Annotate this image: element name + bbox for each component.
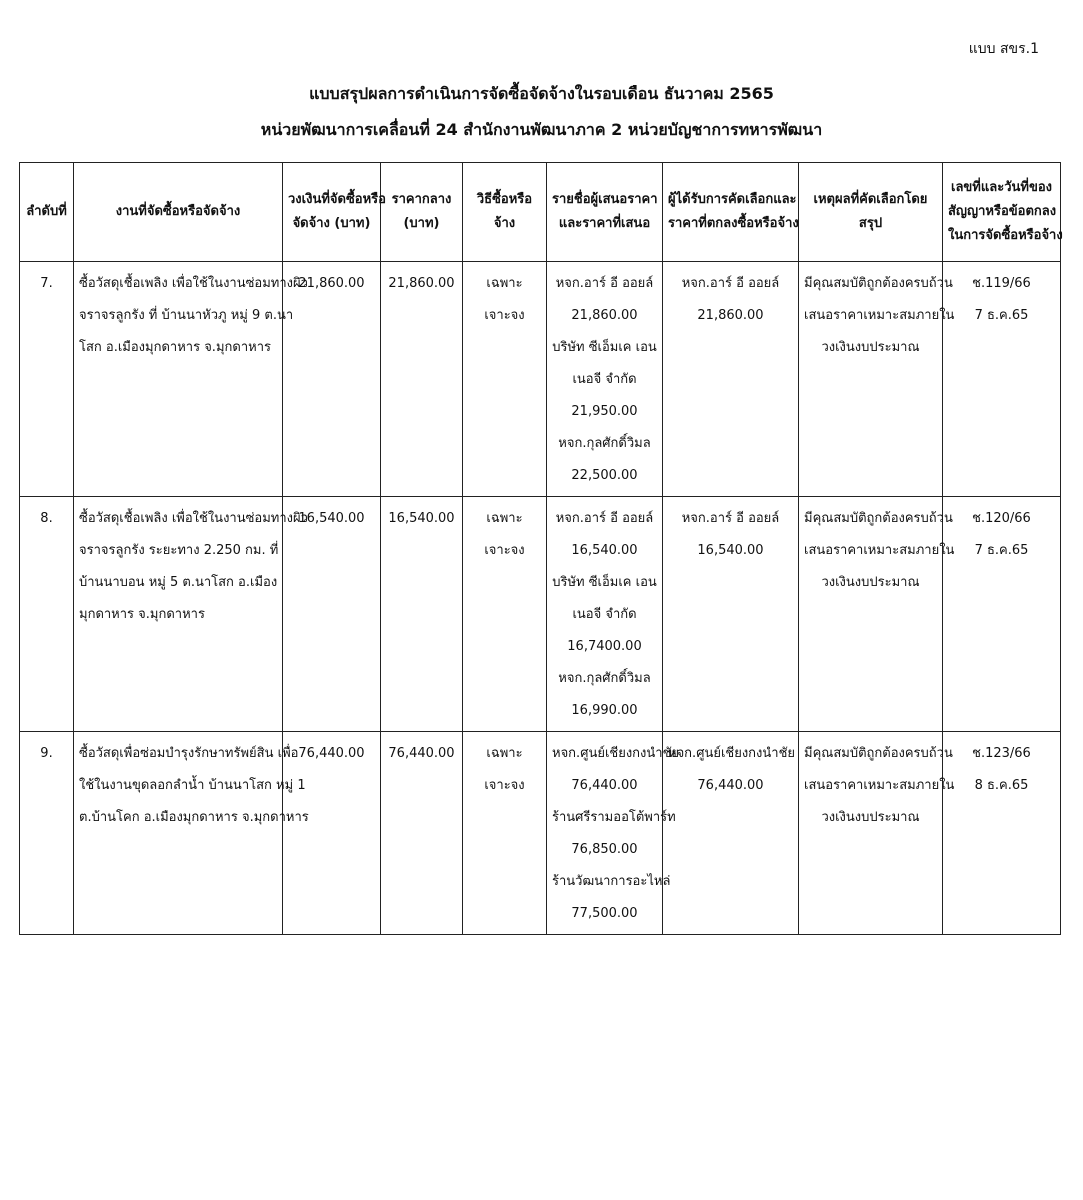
bidder-line: หจก.กุลศักดิ์วิมล [558,671,651,686]
cell-reason [799,497,955,732]
cell-method: เฉพาะเจาะจง [463,732,547,935]
header-no: ลำดับที่ [20,163,74,262]
header-contract [943,163,1061,262]
cell-no: 7. [20,262,74,497]
document-subtitle: หน่วยพัฒนาการเคลื่อนที่ 24 สำนักงานพัฒนาภาค 2 หน่วยบัญชาการทหารพัฒนา [260,120,823,139]
cell-bidders [547,497,663,732]
header-selected [663,163,799,262]
header-contract-line: สัญญาหรือข้อตกลง [948,204,1057,219]
reason-line: มีคุณสมบัติถูกต้องครบถ้วน [804,276,953,291]
cell-selected [663,262,799,497]
work-line: โสก อ.เมืองมุกดาหาร จ.มุกดาหาร [79,340,271,355]
selected-line: หจก.ศูนย์เชียงกงนำชัย [668,746,796,761]
bidder-line: บริษัท ซีเอ็มเค เอน [552,340,657,355]
reason-line: วงเงินงบประมาณ [821,340,920,355]
cell-median-price: 76,440.00 [381,732,463,935]
contract-line: ช.123/66 [972,746,1031,761]
header-budget-line: วงเงินที่จัดซื้อหรือ [288,192,386,207]
bidder-line: เนอจี จำกัด [572,372,637,387]
cell-reason [799,732,955,935]
bidder-line: ร้านศรีรามออโต้พาร์ท [552,810,676,825]
work-line: ใช้ในงานขุดลอกลำน้ำ บ้านนาโสก หมู่ 1 [79,778,306,793]
cell-budget: 76,440.00 [283,732,381,935]
bidder-line: 16,7400.00 [567,639,642,654]
bidder-line: 16,990.00 [571,703,638,718]
cell-contract [943,732,1061,935]
cell-contract [943,262,1061,497]
contract-line: 7 ธ.ค.65 [974,308,1029,323]
header-budget [283,163,386,262]
contract-line: ช.119/66 [972,276,1031,291]
reason-line: วงเงินงบประมาณ [821,575,920,590]
reason-line: เสนอราคาเหมาะสมภายใน [804,308,955,323]
work-line: ซื้อวัสดุเพื่อซ่อมบำรุงรักษาทรัพย์สิน เพื่อ [79,746,299,761]
header-budget-line: จัดจ้าง (บาท) [292,216,371,231]
cell-work [74,732,309,935]
selected-line: หจก.อาร์ อี ออยล์ [681,511,780,526]
cell-bidders [547,732,680,935]
header-method: วิธีซื้อหรือจ้าง [463,163,547,262]
work-line: มุกดาหาร จ.มุกดาหาร [79,607,205,622]
procurement-summary-table [19,162,1061,935]
work-line: ซื้อวัสดุเชื้อเพลิง เพื่อใช้ในงานซ่อมทางผิว [79,276,308,291]
cell-no: 8. [20,497,74,732]
work-line: ซื้อวัสดุเชื้อเพลิง เพื่อใช้ในงานซ่อมทางผิว [79,511,308,526]
selected-line: หจก.อาร์ อี ออยล์ [681,276,780,291]
reason-line: เสนอราคาเหมาะสมภายใน [804,778,955,793]
bidder-line: 77,500.00 [571,906,638,921]
table-row [20,497,1061,732]
cell-contract [943,497,1061,732]
bidder-line: 76,850.00 [571,842,638,857]
header-median-line: (บาท) [403,216,440,231]
work-line: จราจรลูกรัง ที่ บ้านนาหัวภู หมู่ 9 ต.นา [79,308,294,323]
bidder-line: หจก.กุลศักดิ์วิมล [558,436,651,451]
bidder-line: หจก.ศูนย์เชียงกงนำชัย [552,746,680,761]
selected-line: 76,440.00 [697,778,764,793]
cell-bidders [547,262,663,497]
work-line: ต.บ้านโคก อ.เมืองมุกดาหาร จ.มุกดาหาร [79,810,309,825]
work-line: บ้านนาบอน หมู่ 5 ต.นาโสก อ.เมือง [79,575,278,590]
cell-method: เฉพาะเจาะจง [463,497,547,732]
cell-budget: 16,540.00 [283,497,381,732]
header-median-price [381,163,463,262]
bidder-line: บริษัท ซีเอ็มเค เอน [552,575,657,590]
cell-budget: 21,860.00 [283,262,381,497]
reason-line: เสนอราคาเหมาะสมภายใน [804,543,955,558]
cell-median-price: 16,540.00 [381,497,463,732]
header-contract-line: เลขที่และวันที่ของ [951,180,1052,195]
header-median-line: ราคากลาง [391,192,452,207]
reason-line: มีคุณสมบัติถูกต้องครบถ้วน [804,511,953,526]
bidder-line: 22,500.00 [571,468,638,483]
header-work: งานที่จัดซื้อหรือจัดจ้าง [74,163,283,262]
cell-method: เฉพาะเจาะจง [463,262,547,497]
cell-reason [799,262,955,497]
cell-work [74,262,308,497]
header-contract-line: ในการจัดซื้อหรือจ้าง [948,228,1063,243]
bidder-line: เนอจี จำกัด [572,607,637,622]
cell-no: 9. [20,732,74,935]
bidder-line: หจก.อาร์ อี ออยล์ [555,511,654,526]
contract-line: 7 ธ.ค.65 [974,543,1029,558]
cell-selected [663,497,799,732]
document-title: แบบสรุปผลการดำเนินการจัดซื้อจัดจ้างในรอบเดือน ธันวาคม 2565 [309,84,774,103]
work-line: จราจรลูกรัง ระยะทาง 2.250 กม. ที่ [79,543,279,558]
cell-work [74,497,308,732]
bidder-line: 21,860.00 [571,308,638,323]
contract-line: ช.120/66 [972,511,1031,526]
header-selected-line: ผู้ได้รับการคัดเลือกและ [668,192,797,207]
header-bidders-line: รายชื่อผู้เสนอราคา [552,192,658,207]
bidder-line: 21,950.00 [571,404,638,419]
contract-line: 8 ธ.ค.65 [974,778,1029,793]
table-row [20,262,1061,497]
selected-line: 16,540.00 [697,543,764,558]
bidder-line: หจก.อาร์ อี ออยล์ [555,276,654,291]
cell-selected [663,732,799,935]
form-code: แบบ สขร.1 [968,41,1039,57]
selected-line: 21,860.00 [697,308,764,323]
reason-line: วงเงินงบประมาณ [821,810,920,825]
cell-median-price: 21,860.00 [381,262,463,497]
header-bidders [547,163,663,262]
header-reason: เหตุผลที่คัดเลือกโดยสรุป [799,163,943,262]
header-selected-line: ราคาที่ตกลงซื้อหรือจ้าง [668,216,799,231]
reason-line: มีคุณสมบัติถูกต้องครบถ้วน [804,746,953,761]
bidder-line: 76,440.00 [571,778,638,793]
table-header-row [20,163,1061,262]
table-row [20,732,1061,935]
bidder-line: 16,540.00 [571,543,638,558]
header-bidders-line: และราคาที่เสนอ [558,216,651,231]
bidder-line: ร้านวัฒนาการอะไหล่ [552,874,671,889]
